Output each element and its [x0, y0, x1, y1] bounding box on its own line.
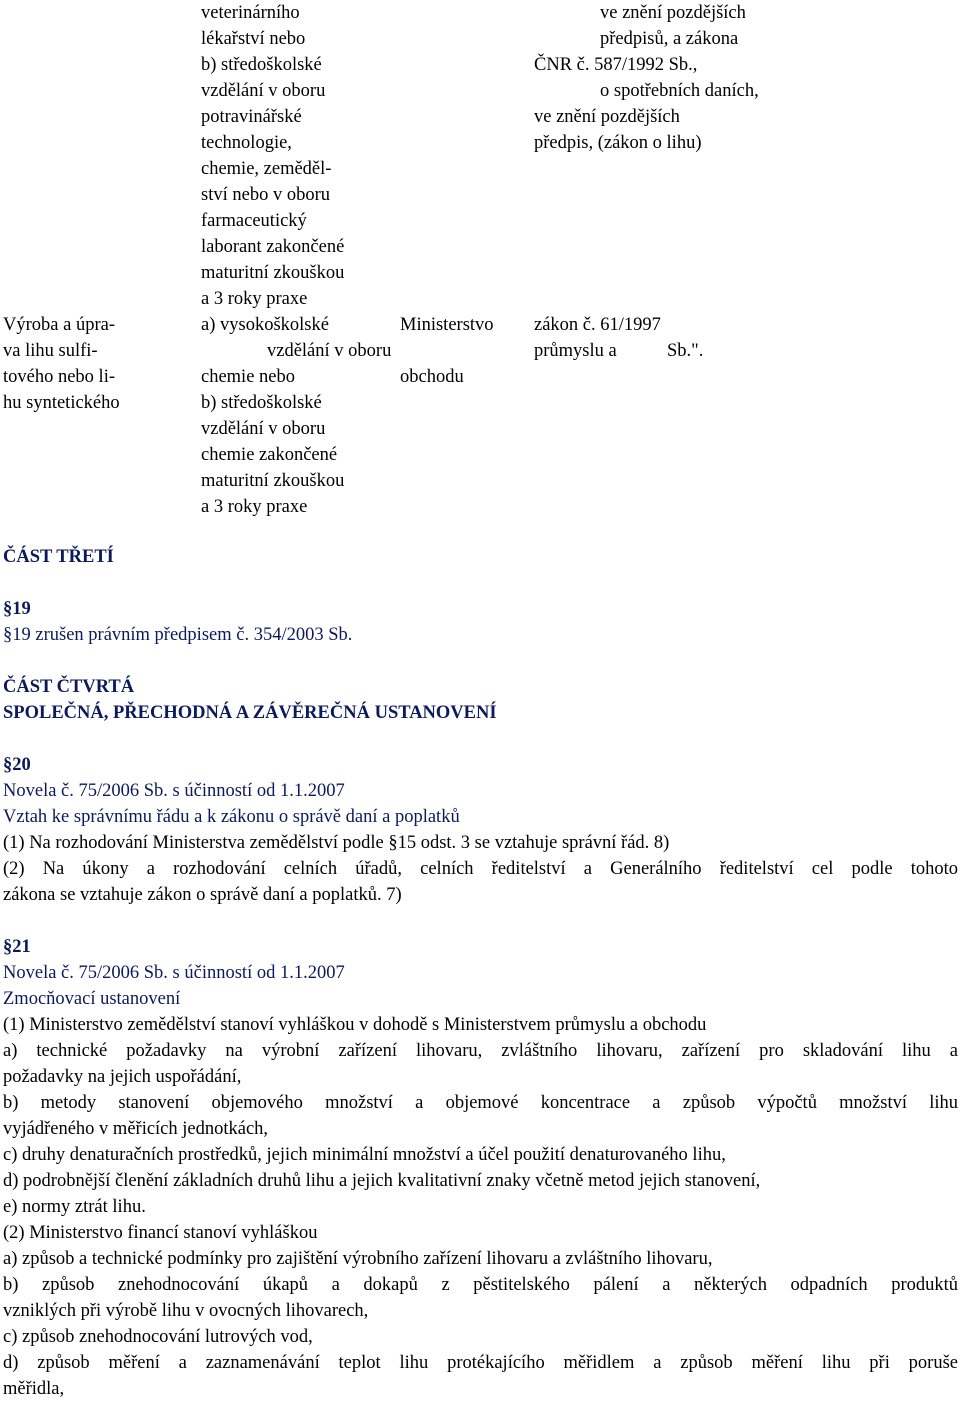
paragraph-line: d) podrobnější členění základních druhů lihu a jejich kvalitativní znaky včetně metod jejich stanovení, [3, 1171, 761, 1191]
education-cell-line: vzdělání v oboru [201, 419, 326, 439]
section-19-heading: §19 [3, 599, 31, 619]
section-20-heading: §20 [3, 755, 31, 775]
law-cell-line: zákon č. 61/1997 [534, 315, 661, 335]
paragraph-line: (1) Ministerstvo zemědělství stanoví vyhláškou v dohodě s Ministerstvem průmyslu a obchodu [3, 1015, 707, 1035]
law-cell-line: Sb.". [667, 341, 704, 361]
law-cell-line: předpisů, a zákona [600, 29, 739, 49]
education-cell-line: vzdělání v oboru [201, 81, 326, 101]
law-cell-line: ve znění pozdějších [534, 107, 680, 127]
education-cell-line: ství nebo v oboru [201, 185, 330, 205]
section-sign-icon: § [3, 937, 13, 957]
education-cell-line: chemie nebo [201, 367, 295, 387]
law-cell-line: o spotřebních daních, [600, 81, 759, 101]
section-sign-icon: § [3, 599, 13, 619]
education-cell-line: chemie zakončené [201, 445, 338, 465]
education-cell-line: potravinářské [201, 107, 302, 127]
paragraph-line: (1) Na rozhodování Ministerstva zemědělství podle §15 odst. 3 se vztahuje správní řád. 8) [3, 833, 670, 853]
part-four-subheading: SPOLEČNÁ, PŘECHODNÁ A ZÁVĚREČNÁ USTANOVENÍ [3, 703, 497, 723]
paragraph-line: vzniklých při výrobě lihu v ovocných lihovarech, [3, 1301, 369, 1321]
activity-cell-line: Výroba a úpra- [3, 315, 115, 335]
section-sign-icon: § [388, 833, 398, 853]
paragraph-line: c) způsob znehodnocování lutrových vod, [3, 1327, 313, 1347]
amendment-note: Novela č. 75/2006 Sb. s účinností od 1.1.2007 [3, 781, 345, 801]
education-cell-line: maturitní zkouškou [201, 263, 345, 283]
education-cell-line: lékařství nebo [201, 29, 306, 49]
section-title: Zmocňovací ustanovení [3, 989, 181, 1009]
law-cell-line: ČNR č. 587/1992 Sb., [534, 55, 698, 75]
paragraph-line: zákona se vztahuje zákon o správě daní a poplatků. 7) [3, 885, 402, 905]
education-cell-line: chemie, zeměděl- [201, 159, 332, 179]
section-title: Vztah ke správnímu řádu a k zákonu o správě daní a poplatků [3, 807, 460, 827]
amendment-note: Novela č. 75/2006 Sb. s účinností od 1.1.2007 [3, 963, 345, 983]
education-cell-line: b) středoškolské [201, 393, 322, 413]
education-cell-line: a) vysokoškolské [201, 315, 329, 335]
law-cell-line: předpis, (zákon o lihu) [534, 133, 702, 153]
activity-cell-line: tového nebo li- [3, 367, 116, 387]
paragraph-line: a) technické požadavky na výrobní zařízení lihovaru, zvláštního lihovaru, zařízení pro skladování lihu a [3, 1041, 958, 1061]
education-cell-line: maturitní zkouškou [201, 471, 345, 491]
education-cell-line: farmaceutický [201, 211, 307, 231]
education-cell-line: b) středoškolské [201, 55, 322, 75]
section-sign-icon: § [3, 755, 13, 775]
education-cell-line: technologie, [201, 133, 292, 153]
authority-cell-line: obchodu [400, 367, 464, 387]
education-cell-line: a 3 roky praxe [201, 497, 308, 517]
section-21-heading: §21 [3, 937, 31, 957]
law-cell-line: ve znění pozdějších [600, 3, 746, 23]
authority-cell-line: průmyslu a [534, 341, 617, 361]
activity-cell-line: hu syntetického [3, 393, 120, 413]
paragraph-line: d) způsob měření a zaznamenávání teplot lihu protékajícího měřidlem a způsob měření lihu při poruše [3, 1353, 958, 1373]
paragraph-line: požadavky na jejich uspořádání, [3, 1067, 242, 1087]
education-cell-line: veterinárního [201, 3, 300, 23]
section-19-text: §19 zrušen právním předpisem č. 354/2003 Sb. [3, 625, 353, 645]
section-sign-icon: § [3, 625, 13, 645]
education-cell-line: laborant zakončené [201, 237, 345, 257]
authority-cell-line: Ministerstvo [400, 315, 494, 335]
paragraph-line: a) způsob a technické podmínky pro zajištění výrobního zařízení lihovaru a zvláštního lihovaru, [3, 1249, 713, 1269]
education-cell-line: a 3 roky praxe [201, 289, 308, 309]
part-three-heading: ČÁST TŘETÍ [3, 547, 114, 567]
paragraph-line: b) způsob znehodnocování úkapů a dokapů z pěstitelského pálení a některých odpadních produktů [3, 1275, 958, 1295]
activity-cell-line: va lihu sulfi- [3, 341, 98, 361]
paragraph-line: měřidla, [3, 1379, 65, 1399]
paragraph-line: (2) Ministerstvo financí stanoví vyhláškou [3, 1223, 318, 1243]
education-cell-line: vzdělání v oboru [267, 341, 392, 361]
paragraph-line: e) normy ztrát lihu. [3, 1197, 146, 1217]
paragraph-line: c) druhy denaturačních prostředků, jejich minimální množství a účel použití denaturovaného lihu, [3, 1145, 726, 1165]
paragraph-line: vyjádřeného v měřicích jednotkách, [3, 1119, 269, 1139]
part-four-heading: ČÁST ČTVRTÁ [3, 677, 135, 697]
paragraph-line: (2) Na úkony a rozhodování celních úřadů, celních ředitelství a Generálního ředitelství cel podle tohoto [3, 859, 958, 879]
paragraph-line: b) metody stanovení objemového množství a objemové koncentrace a způsob výpočtů množství lihu [3, 1093, 958, 1113]
